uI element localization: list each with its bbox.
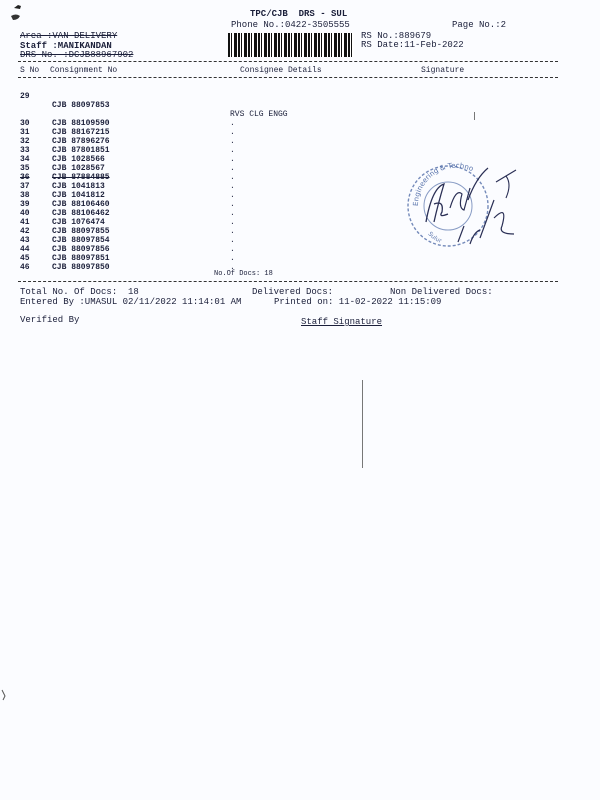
scan-artifact [362,380,363,468]
row-sno: 41 [20,218,30,227]
row-consignee: . [230,218,235,227]
row-sno: 30 [20,119,30,128]
row-consignee: . [230,164,235,173]
column-header-sno: S No [20,66,40,75]
row-consignee: . [230,137,235,146]
no-of-docs: No.Of Docs: 18 [214,270,273,278]
column-header-consignment: Consignment No [50,66,118,75]
entered-by: Entered By :UMASUL 02/11/2022 11:14:01 AM [20,297,242,307]
row-sno: 46 [20,263,30,272]
divider [18,281,558,282]
row-consignment: CJB 1041812 [52,191,105,200]
drs-number: DRS No. :DCJB88967902 [20,50,134,60]
row-consignee: . [230,263,235,272]
row-sno: 38 [20,191,30,200]
row-consignee: . [230,173,235,182]
row-consignment: CJB 88097851 [52,254,110,263]
row-sno: 44 [20,245,30,254]
document-title: TPC/CJB DRS - SUL [250,9,348,19]
row-sno: 34 [20,155,30,164]
margin-mark-icon [0,688,8,702]
total-docs: Total No. Of Docs: 18 [20,287,139,297]
row-consignee: . [230,227,235,236]
row-consignment: CJB 88106460 [52,200,110,209]
row-sno: 31 [20,128,30,137]
row-sno: 37 [20,182,30,191]
row-consignment: CJB 88097854 [52,236,110,245]
row-consignee: . [230,119,235,128]
page-number: Page No.:2 [452,20,507,30]
row-consignee: . [230,209,235,218]
phone-number: Phone No.:0422-3505555 [231,20,350,30]
row-consignee: . [230,128,235,137]
row-consignment: CJB 1076474 [52,218,105,227]
row-consignee: . [230,245,235,254]
row-sno: 39 [20,200,30,209]
staff-signature: Staff Signature [301,317,383,327]
row-consignment: CJB 88106462 [52,209,110,218]
scan-artifact [474,112,475,120]
column-header-consignee: Consignee Details [240,66,322,75]
row-sno: 42 [20,227,30,236]
row-consignment: CJB 87884885 [52,173,110,182]
printed-on: Printed on: 11-02-2022 11:15:09 [274,297,442,307]
corner-mark-icon [8,2,26,26]
row-sno: 33 [20,146,30,155]
row-sno: 36 [20,173,30,182]
divider [18,61,558,62]
row-consignment: CJB 88097856 [52,245,110,254]
row-consignee: . [230,155,235,164]
area-label: Area :VAN DELIVERY [20,31,118,41]
divider [18,77,558,78]
row-consignment: CJB 88097853 [52,101,110,110]
row-consignment: CJB 87896276 [52,137,110,146]
row-consignee: . [230,254,235,263]
stamp-top-text: Engineering & Techno [411,161,475,207]
stamp-bottom-text: Sulur [426,230,443,245]
row-sno: 35 [20,164,30,173]
row-consignment: CJB 88097855 [52,227,110,236]
row-consignment: CJB 1028566 [52,155,105,164]
row-consignment: CJB 1028567 [52,164,105,173]
row-consignee: RVS CLG ENGG [230,110,288,119]
row-consignee: . [230,182,235,191]
rs-number: RS No.:889679 [361,31,432,41]
table-row [20,83,288,119]
barcode-icon [228,33,354,57]
stamp-icon [398,148,528,258]
row-sno: 43 [20,236,30,245]
row-sno: 32 [20,137,30,146]
row-sno: 45 [20,254,30,263]
row-consignee: . [230,146,235,155]
row-consignee: . [230,191,235,200]
rs-date: RS Date:11-Feb-2022 [361,40,464,50]
row-consignment: CJB 88109590 [52,119,110,128]
row-consignment: CJB 88167215 [52,128,110,137]
row-consignment: CJB 1041813 [52,182,105,191]
staff-label: Staff :MANIKANDAN [20,41,112,51]
verified-by: Verified By [20,315,80,325]
row-consignment: CJB 88097850 [52,263,110,272]
row-consignment: CJB 87801851 [52,146,110,155]
row-sno: 29 [20,92,30,101]
row-consignee: . [230,200,235,209]
row-sno: 40 [20,209,30,218]
column-header-signature: Signature [421,66,465,75]
delivered-docs: Delivered Docs: [252,287,334,297]
row-consignee: . [230,236,235,245]
non-delivered-docs: Non Delivered Docs: [390,287,493,297]
svg-text:Sulur [426,231,443,245]
